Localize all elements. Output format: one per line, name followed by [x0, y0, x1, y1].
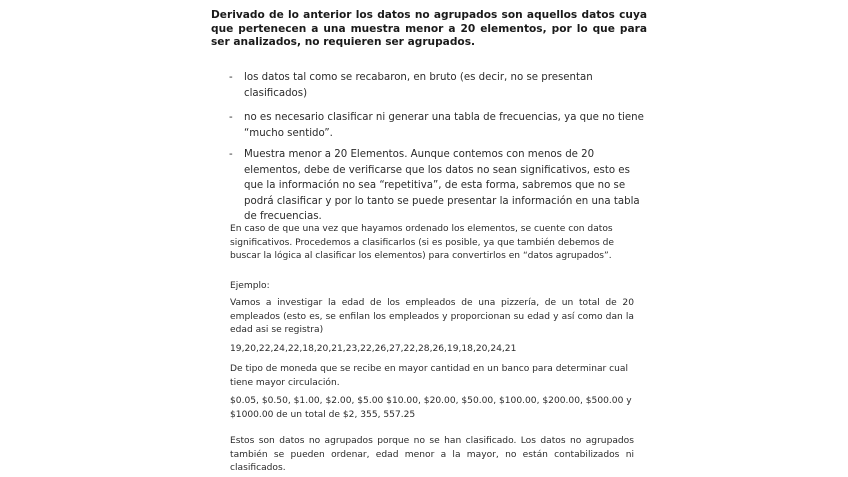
- example-description: Vamos a investigar la edad de los empleados de una pizzería, de un total de 20 empleados (esto es, se enfilan los empleados y proporcionan su edad y así como dan la edad asi se registra): [230, 298, 634, 336]
- conclusion-paragraph: Estos son datos no agrupados porque no se han clasificado. Los datos no agrupados también se pueden ordenar, edad menor a la mayor, no están contabilizados ni clasificados.: [230, 436, 634, 474]
- bullet-dash: -: [229, 149, 233, 160]
- example-heading: Ejemplo:: [230, 281, 270, 291]
- bullet-text: Muestra menor a 20 Elementos. Aunque contemos con menos de 20 elementos, debe de verificarse que los datos no sean significativos, esto es que la información no sea “repetitiva”, de esta forma, sabremos que no se podrá clasificar y por lo tanto se puede presentar la información en una tabla de frecuencias.: [244, 149, 640, 223]
- body-paragraph: En caso de que una vez que hayamos ordenado los elementos, se cuente con datos significativos. Procedemos a clasificarlos (si es posible, ya que también debemos de buscar la lógica al clasificar los elementos) para convertirlos en “datos agrupados”.: [230, 224, 614, 262]
- example-description: De tipo de moneda que se recibe en mayor cantidad en un banco para determinar cual tiene mayor circulación.: [230, 364, 629, 388]
- example-data-values: $0.05, $0.50, $1.00, $2.00, $5.00 $10.00, $20.00, $50.00, $100.00, $200.00, $500.00 y $1000.00 de un total de $2, 355, 557.25: [230, 396, 632, 420]
- bullet-dash: -: [229, 112, 233, 123]
- example-data-values: 19,20,22,24,22,18,20,21,23,22,26,27,22,28,26,19,18,20,24,21: [230, 344, 517, 354]
- bullet-dash: -: [229, 72, 233, 83]
- bullet-text: los datos tal como se recabaron, en bruto (es decir, no se presentan clasificados): [244, 72, 593, 99]
- bullet-text: no es necesario clasificar ni generar una tabla de frecuencias, ya que no tiene “mucho sentido”.: [244, 112, 644, 139]
- intro-paragraph: Derivado de lo anterior los datos no agrupados son aquellos datos cuya que pertenecen a una muestra menor a 20 elementos, por lo que para ser analizados, no requieren ser agrupados.: [211, 9, 647, 48]
